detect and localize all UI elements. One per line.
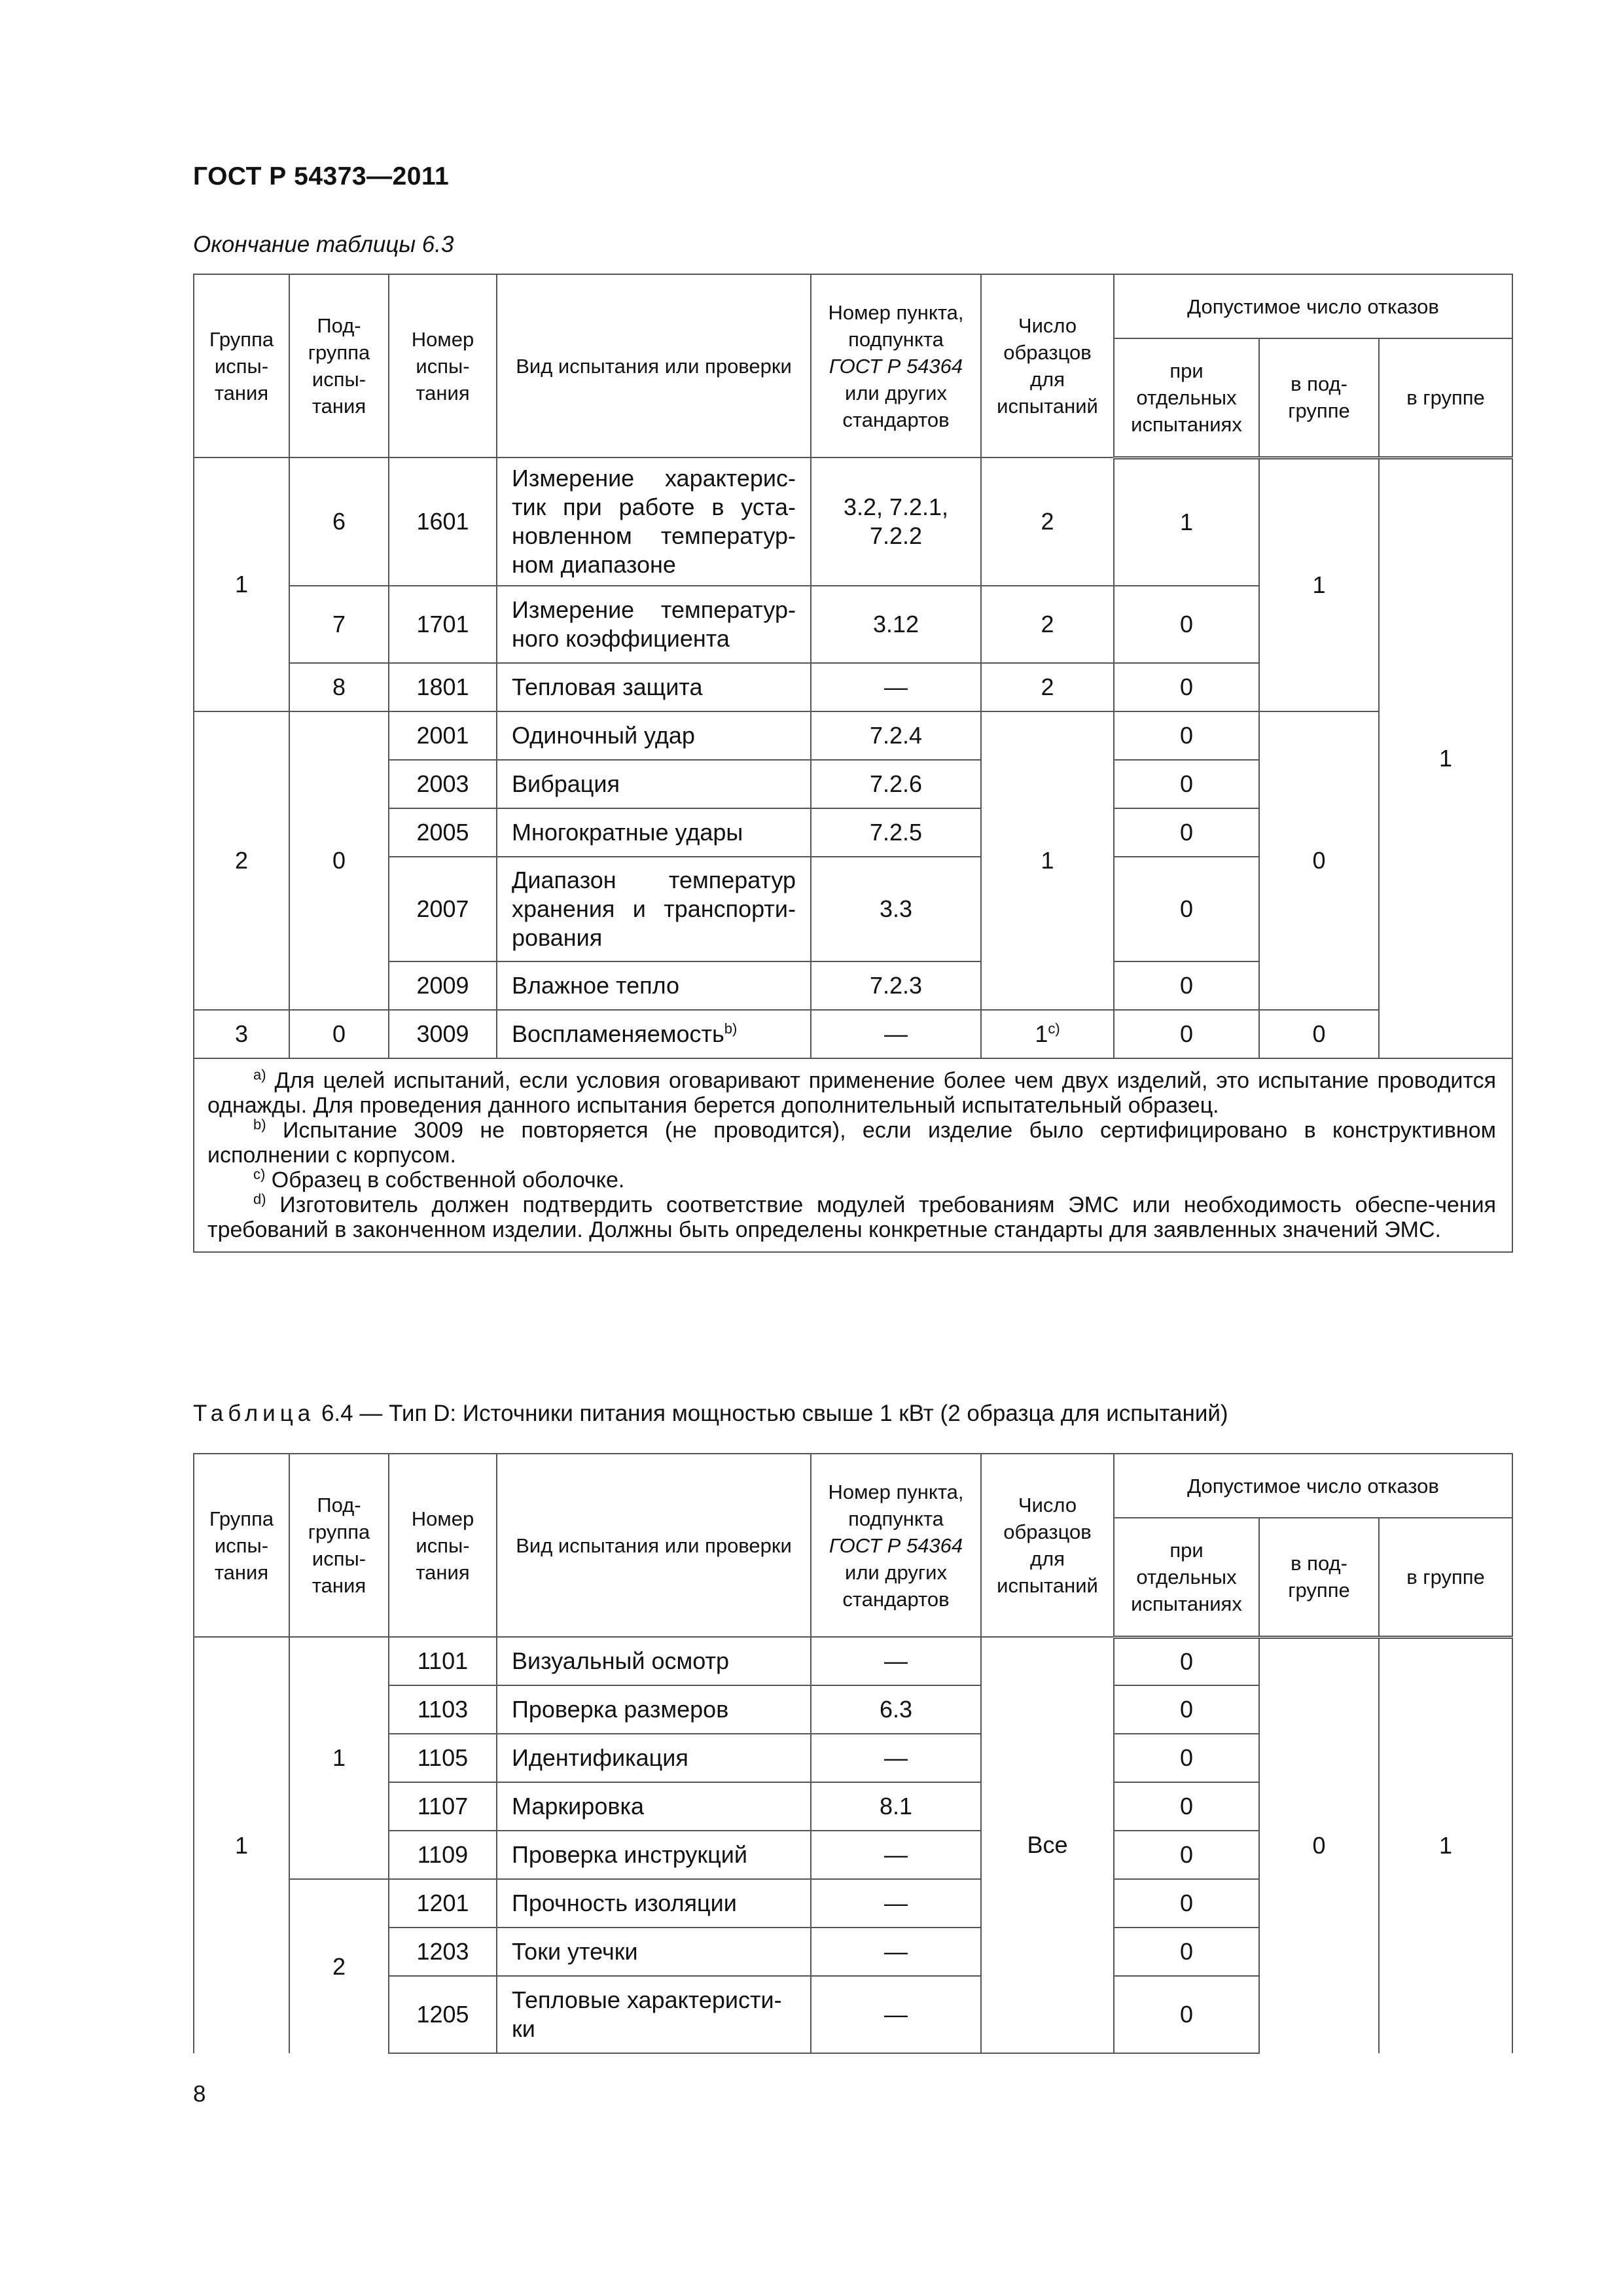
footnote-c xyxy=(207,1168,1496,1193)
cell-fail-subgroup: 0 xyxy=(1259,1010,1379,1058)
cell-subgroup: 0 xyxy=(289,711,389,1010)
cell-fail-individual: 0 xyxy=(1114,1010,1259,1058)
table-6-4 xyxy=(193,1453,1513,2054)
cell-fail-individual: 0 xyxy=(1114,1637,1259,1685)
cell-clause: — xyxy=(811,1637,981,1685)
cell-fail-subgroup: 1 xyxy=(1259,457,1379,711)
cell-fail-individual: 0 xyxy=(1114,1831,1259,1879)
cell-type: Проверка размеров xyxy=(497,1685,811,1734)
cell-subgroup: 2 xyxy=(289,1879,389,2053)
cell-fail-individual: 0 xyxy=(1114,760,1259,808)
table-row xyxy=(194,1637,1512,1685)
cell-fail-group: 1 xyxy=(1379,1637,1512,2053)
col-header-samples: Число образцов для испытаний xyxy=(981,274,1114,457)
cell-number: 2005 xyxy=(389,808,497,857)
cell-number: 1203 xyxy=(389,1928,497,1976)
cell-clause: — xyxy=(811,1831,981,1879)
footnote-text: Изготовитель должен подтвердить соответствие модулей требованиям ЭМС или необходимость обеспе-чения требований в законченном изделии. Должны быть определены конкретные стандарты для заявленных значений ЭМС. xyxy=(207,1193,1497,1242)
cell-group: 1 xyxy=(194,457,289,711)
footnote-mark: c) xyxy=(253,1166,266,1183)
footnote-ref-c: c) xyxy=(1048,1020,1060,1037)
cell-number: 3009 xyxy=(389,1010,497,1058)
footnote-mark: b) xyxy=(253,1116,266,1133)
cell-samples: Все xyxy=(981,1637,1114,2053)
table-row xyxy=(194,711,1512,760)
footnote-a xyxy=(207,1068,1496,1118)
cell-fail-individual: 0 xyxy=(1114,711,1259,760)
col-header-fail-group: в группе xyxy=(1379,1518,1512,1637)
cell-fail-subgroup: 0 xyxy=(1259,711,1379,1010)
col-header-fail-subgroup: в под-группе xyxy=(1259,338,1379,457)
col-header-clause xyxy=(811,274,981,457)
footnotes-row xyxy=(194,1058,1512,1252)
table-row xyxy=(194,457,1512,586)
cell-number: 1701 xyxy=(389,586,497,663)
col-header-fail-subgroup: в под-группе xyxy=(1259,1518,1379,1637)
col-header-subgroup: Под-группа испы-тания xyxy=(289,1454,389,1637)
col-header-group: Группа испы-тания xyxy=(194,274,289,457)
page-number: 8 xyxy=(193,2081,206,2107)
cell-fail-individual: 0 xyxy=(1114,1734,1259,1782)
col-header-subgroup: Под-группа испы-тания xyxy=(289,274,389,457)
cell-clause: 7.2.3 xyxy=(811,961,981,1010)
cell-fail-individual: 0 xyxy=(1114,1685,1259,1734)
cell-type: Одиночный удар xyxy=(497,711,811,760)
cell-samples: 1 xyxy=(981,711,1114,1010)
footnote-text: Образец в собственной оболочке. xyxy=(271,1168,625,1193)
cell-number: 1601 xyxy=(389,457,497,586)
cell-fail-individual: 1 xyxy=(1114,457,1259,586)
cell-group: 1 xyxy=(194,1637,289,2053)
col-header-failures: Допустимое число отказов xyxy=(1114,1454,1512,1518)
cell-clause: 3.2, 7.2.1, 7.2.2 xyxy=(811,457,981,586)
cell-type xyxy=(497,1010,811,1058)
cell-type: Измерение характерис-тик при работе в уста-новленном температур-ном диапазоне xyxy=(497,457,811,586)
cell-subgroup: 6 xyxy=(289,457,389,586)
cell-fail-individual: 0 xyxy=(1114,1879,1259,1928)
col-header-type: Вид испытания или проверки xyxy=(497,274,811,457)
cell-type: Идентификация xyxy=(497,1734,811,1782)
cell-type: Вибрация xyxy=(497,760,811,808)
col-header-number: Номер испы-тания xyxy=(389,1454,497,1637)
cell-clause: 7.2.4 xyxy=(811,711,981,760)
cell-number: 2007 xyxy=(389,857,497,961)
cell-type: Визуальный осмотр xyxy=(497,1637,811,1685)
cell-number: 1201 xyxy=(389,1879,497,1928)
cell-subgroup: 1 xyxy=(289,1637,389,1879)
cell-number: 1107 xyxy=(389,1782,497,1831)
cell-number: 1109 xyxy=(389,1831,497,1879)
type-text: Воспламеняемость xyxy=(512,1020,724,1047)
table-row xyxy=(194,1010,1512,1058)
col-header-failures: Допустимое число отказов xyxy=(1114,274,1512,338)
table-6-4-caption xyxy=(193,1401,1228,1427)
table-6-3 xyxy=(193,274,1513,1253)
cell-samples xyxy=(981,1010,1114,1058)
cell-fail-individual: 0 xyxy=(1114,857,1259,961)
cell-type: Тепловые характеристи-ки xyxy=(497,1976,811,2053)
samples-text: 1 xyxy=(1035,1020,1048,1047)
cell-samples: 2 xyxy=(981,457,1114,586)
cell-number: 1103 xyxy=(389,1685,497,1734)
clause-header-post: или других стандартов xyxy=(842,1560,950,1611)
cell-type: Многократные удары xyxy=(497,808,811,857)
cell-fail-individual: 0 xyxy=(1114,1976,1259,2053)
footnote-mark: d) xyxy=(253,1191,266,1208)
cell-type: Диапазон температур хранения и транспорти-рования xyxy=(497,857,811,961)
cell-clause: 3.3 xyxy=(811,857,981,961)
cell-group: 2 xyxy=(194,711,289,1010)
footnote-b xyxy=(207,1118,1496,1168)
clause-header-pre: Номер пункта, подпункта xyxy=(828,1480,964,1530)
cell-fail-individual: 0 xyxy=(1114,663,1259,711)
clause-header-pre: Номер пункта, подпункта xyxy=(828,300,964,351)
cell-type: Проверка инструкций xyxy=(497,1831,811,1879)
cell-subgroup: 0 xyxy=(289,1010,389,1058)
col-header-group: Группа испы-тания xyxy=(194,1454,289,1637)
col-header-number: Номер испы-тания xyxy=(389,274,497,457)
table-6-3-caption: Окончание таблицы 6.3 xyxy=(193,232,454,257)
col-header-fail-individual: при отдельных испытаниях xyxy=(1114,338,1259,457)
cell-type: Токи утечки xyxy=(497,1928,811,1976)
footnote-mark: a) xyxy=(253,1066,266,1083)
footnote-text: Испытание 3009 не повторяется (не проводится), если изделие было сертифицировано в конструктивном исполнении с корпусом. xyxy=(207,1118,1496,1168)
cell-number: 2001 xyxy=(389,711,497,760)
cell-clause: 3.12 xyxy=(811,586,981,663)
cell-fail-individual: 0 xyxy=(1114,1928,1259,1976)
col-header-fail-individual: при отдельных испытаниях xyxy=(1114,1518,1259,1637)
col-header-type: Вид испытания или проверки xyxy=(497,1454,811,1637)
cell-number: 1801 xyxy=(389,663,497,711)
cell-clause: — xyxy=(811,1879,981,1928)
cell-clause: — xyxy=(811,1928,981,1976)
cell-type: Тепловая защита xyxy=(497,663,811,711)
footnote-text: Для целей испытаний, если условия оговаривают применение более чем двух изделий, это испытание проводится однажды. Для проведения данного испытания берется дополнительный испытательный образец. xyxy=(207,1068,1496,1118)
cell-samples: 2 xyxy=(981,586,1114,663)
cell-number: 2009 xyxy=(389,961,497,1010)
cell-number: 1101 xyxy=(389,1637,497,1685)
cell-group: 3 xyxy=(194,1010,289,1058)
cell-type: Влажное тепло xyxy=(497,961,811,1010)
document-title: ГОСТ Р 54373—2011 xyxy=(193,162,450,190)
cell-type: Прочность изоляции xyxy=(497,1879,811,1928)
clause-header-std: ГОСТ Р 54364 xyxy=(829,1534,963,1557)
cell-fail-subgroup: 0 xyxy=(1259,1637,1379,2053)
caption-word: Таблица xyxy=(193,1401,315,1426)
cell-clause: 7.2.5 xyxy=(811,808,981,857)
cell-fail-individual: 0 xyxy=(1114,1782,1259,1831)
cell-type: Измерение температур-ного коэффициента xyxy=(497,586,811,663)
clause-header-post: или других стандартов xyxy=(842,381,950,431)
col-header-fail-group: в группе xyxy=(1379,338,1512,457)
cell-clause: — xyxy=(811,663,981,711)
footnotes xyxy=(194,1058,1512,1252)
footnote-ref-b: b) xyxy=(724,1020,738,1037)
footnote-d xyxy=(207,1193,1496,1242)
cell-type: Маркировка xyxy=(497,1782,811,1831)
caption-rest: 6.4 — Тип D: Источники питания мощностью свыше 1 кВт (2 образца для испытаний) xyxy=(321,1401,1228,1426)
cell-clause: — xyxy=(811,1010,981,1058)
cell-fail-individual: 0 xyxy=(1114,586,1259,663)
cell-fail-group: 1 xyxy=(1379,457,1512,1058)
col-header-clause xyxy=(811,1454,981,1637)
cell-clause: — xyxy=(811,1734,981,1782)
cell-subgroup: 8 xyxy=(289,663,389,711)
cell-number: 1105 xyxy=(389,1734,497,1782)
cell-number: 1205 xyxy=(389,1976,497,2053)
cell-samples: 2 xyxy=(981,663,1114,711)
cell-clause: 6.3 xyxy=(811,1685,981,1734)
cell-clause: 7.2.6 xyxy=(811,760,981,808)
cell-number: 2003 xyxy=(389,760,497,808)
cell-subgroup: 7 xyxy=(289,586,389,663)
col-header-samples: Число образцов для испытаний xyxy=(981,1454,1114,1637)
clause-header-std: ГОСТ Р 54364 xyxy=(829,354,963,378)
cell-fail-individual: 0 xyxy=(1114,808,1259,857)
cell-fail-individual: 0 xyxy=(1114,961,1259,1010)
cell-clause: — xyxy=(811,1976,981,2053)
cell-clause: 8.1 xyxy=(811,1782,981,1831)
